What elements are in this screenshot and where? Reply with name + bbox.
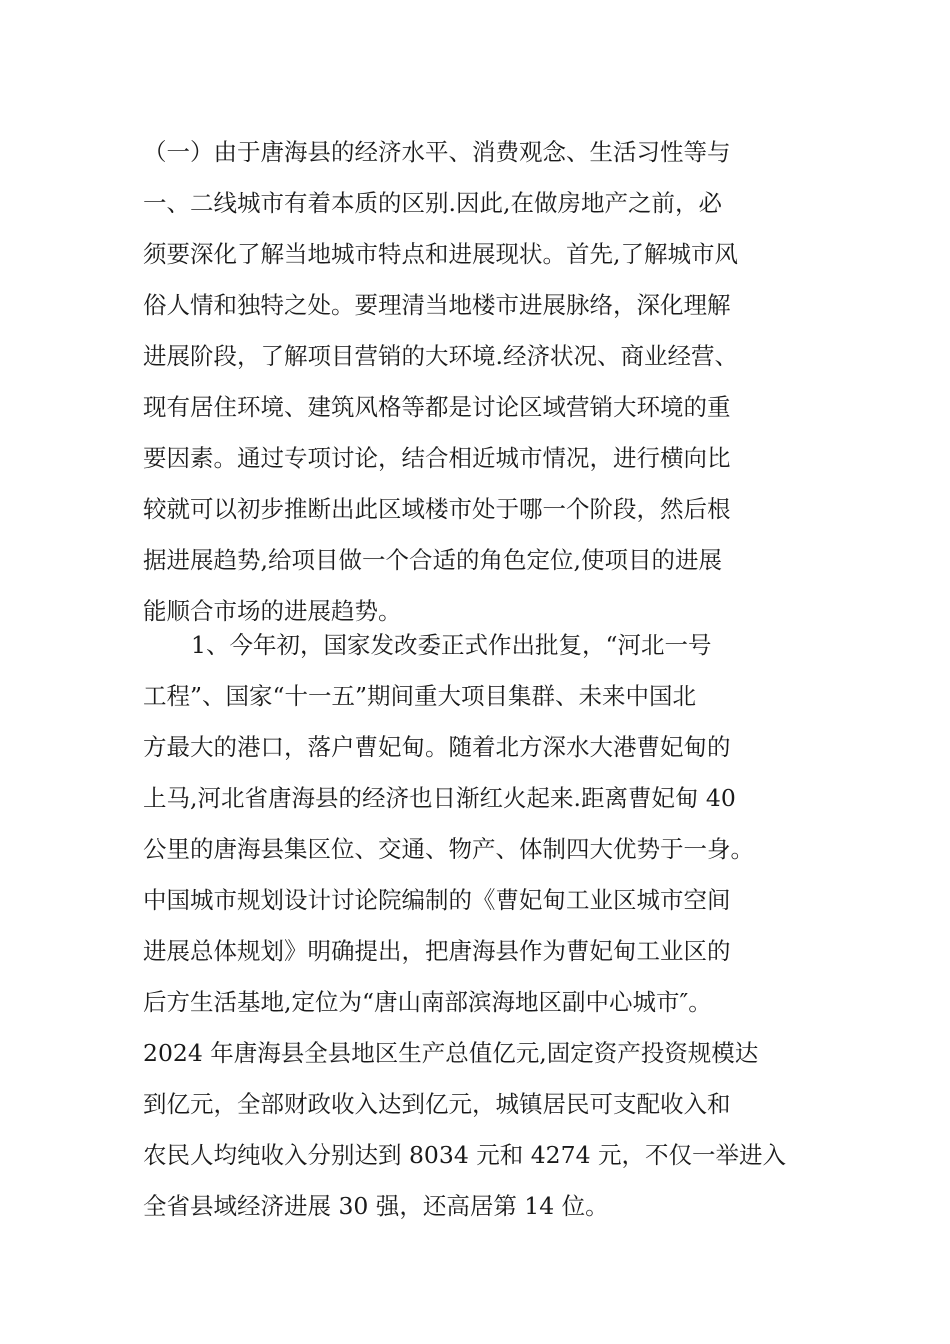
paragraph-line: 较就可以初步推断出此区域楼市处于哪一个阶段，然后根 [143, 495, 731, 523]
paragraph-intro [143, 127, 808, 637]
paragraph-line: 据进展趋势,给项目做一个合适的角色定位,使项目的进展 [143, 546, 722, 574]
paragraph-line: 俗人情和独特之处。要理清当地楼市进展脉络，深化理解 [143, 291, 731, 319]
paragraph-line: 工程”、国家“十一五”期间重大项目集群、未来中国北 [143, 682, 697, 710]
paragraph-line: 要因素。通过专项讨论，结合相近城市情况，进行横向比 [143, 444, 731, 472]
paragraph-line: 1、今年初，国家发改委正式作出批复，“河北一号 [191, 631, 712, 659]
paragraph-line: 方最大的港口，落户曹妃甸。随着北方深水大港曹妃甸的 [143, 733, 731, 761]
paragraph-line: 农民人均纯收入分别达到 8034 元和 4274 元，不仅一举进入 [143, 1141, 786, 1169]
paragraph-item-1 [143, 620, 808, 1232]
paragraph-line: 进展阶段，了解项目营销的大环境.经济状况、商业经营、 [143, 342, 738, 370]
paragraph-line: 后方生活基地,定位为“唐山南部滨海地区副中心城市″。 [143, 988, 712, 1016]
paragraph-line: 中国城市规划设计讨论院编制的《曹妃甸工业区城市空间 [143, 886, 731, 914]
paragraph-line: 现有居住环境、建筑风格等都是讨论区域营销大环境的重 [143, 393, 731, 421]
paragraph-line: 能顺合市场的进展趋势。 [143, 597, 402, 625]
paragraph-line: 进展总体规划》明确提出，把唐海县作为曹妃甸工业区的 [143, 937, 731, 965]
paragraph-line: 上马,河北省唐海县的经济也日渐红火起来.距离曹妃甸 40 [143, 784, 736, 812]
paragraph-line: 公里的唐海县集区位、交通、物产、体制四大优势于一身。 [143, 835, 754, 863]
paragraph-line: 全省县域经济进展 30 强，还高居第 14 位。 [143, 1192, 609, 1220]
paragraph-line: 2024 年唐海县全县地区生产总值亿元,固定资产投资规模达 [143, 1039, 759, 1067]
paragraph-line: 到亿元，全部财政收入达到亿元，城镇居民可支配收入和 [143, 1090, 731, 1118]
paragraph-line: 须要深化了解当地城市特点和进展现状。首先,了解城市风 [143, 240, 738, 268]
paragraph-line: （一）由于唐海县的经济水平、消费观念、生活习性等与 [143, 138, 731, 166]
paragraph-line: 一、二线城市有着本质的区别.因此,在做房地产之前，必 [143, 189, 722, 217]
